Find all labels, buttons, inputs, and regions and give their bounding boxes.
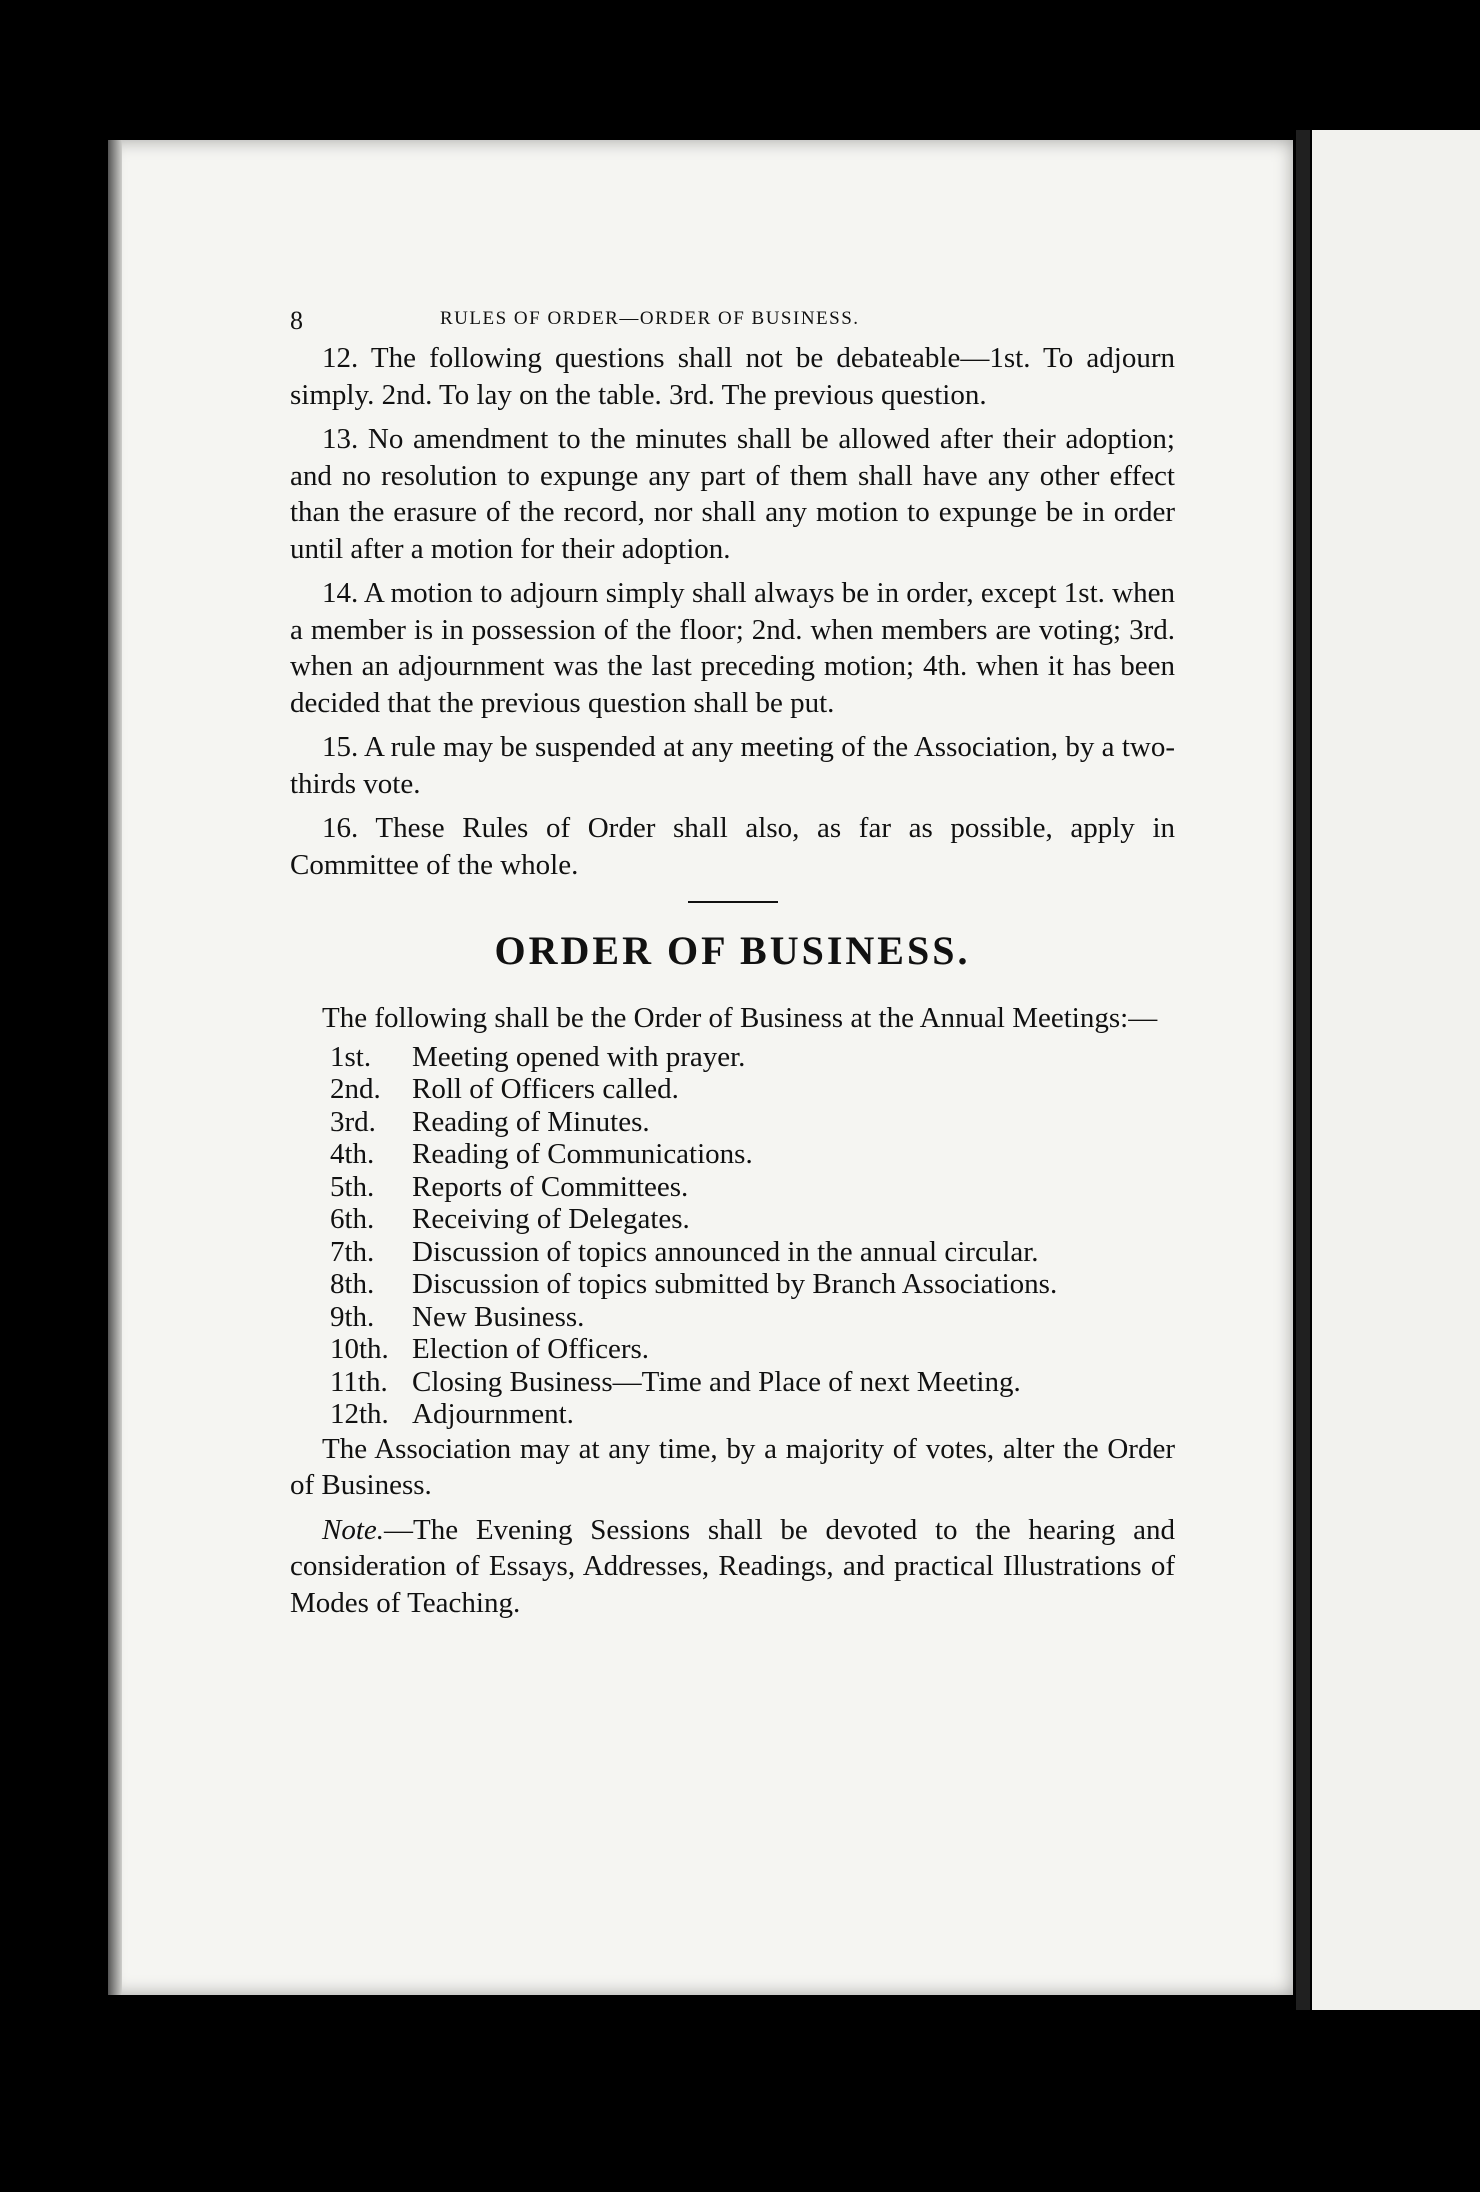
- order-item-number: 12th.: [330, 1398, 389, 1430]
- page-header: [290, 300, 1175, 340]
- book-spine: [1296, 130, 1310, 2010]
- order-item-number: 2nd.: [330, 1073, 381, 1105]
- running-title: RULES OF ORDER—ORDER OF BUSINESS.: [440, 308, 860, 329]
- order-item: [290, 1138, 1175, 1171]
- order-item: [290, 1171, 1175, 1204]
- note-text: —The Evening Sessions shall be devoted to the hearing and consideration of Essays, Addresses, Readings, and practical Illustrations of Modes of Teaching.: [290, 1513, 1175, 1619]
- section-title: ORDER OF BUSINESS.: [494, 928, 971, 973]
- order-item-number: 10th.: [330, 1333, 389, 1365]
- order-item-text: Adjournment.: [412, 1398, 574, 1430]
- order-item-text: Discussion of topics submitted by Branch Associations.: [412, 1268, 1058, 1300]
- order-item-text: Discussion of topics announced in the annual circular.: [412, 1235, 1039, 1268]
- order-item-text: Reading of Communications.: [412, 1138, 753, 1170]
- rule-16: 16. These Rules of Order shall also, as far as possible, apply in Committee of the whole.: [290, 812, 1175, 881]
- order-item-number: 11th.: [330, 1365, 388, 1398]
- rule-14: 14. A motion to adjourn simply shall always be in order, except 1st. when a member is in possession of the floor; 2nd. when members are voting; 3rd. when an adjournment was the last preceding motion; 4th. when it has been decided that the previous question shall be put.: [290, 577, 1175, 719]
- order-closing: The Association may at any time, by a majority of votes, alter the Order of Business.: [290, 1432, 1175, 1501]
- rule-12: 12. The following questions shall not be debateable—1st. To adjourn simply. 2nd. To lay on the table. 3rd. The previous question.: [290, 342, 1175, 411]
- order-item: [290, 1333, 1175, 1366]
- order-item: [290, 1366, 1175, 1399]
- order-item: [290, 1073, 1175, 1106]
- order-item-number: 5th.: [330, 1170, 375, 1203]
- order-item-number: 1st.: [330, 1040, 372, 1073]
- page-content: [290, 300, 1175, 1621]
- order-list: [290, 1041, 1175, 1431]
- order-item-number: 9th.: [330, 1300, 375, 1333]
- order-item: [290, 1268, 1175, 1301]
- rule-15: 15. A rule may be suspended at any meeting of the Association, by a two-thirds vote.: [290, 731, 1175, 800]
- order-item-text: Reports of Committees.: [412, 1170, 689, 1203]
- order-item-text: Meeting opened with prayer.: [412, 1040, 746, 1073]
- order-item-number: 3rd.: [330, 1105, 376, 1138]
- order-item: [290, 1398, 1175, 1431]
- order-item-number: 7th.: [330, 1235, 375, 1268]
- rule-13: 13. No amendment to the minutes shall be allowed after their adoption; and no resolution to expunge any part of them shall have any other effect than the erasure of the record, nor shall any motion to expunge be in order until after a motion for their adoption.: [290, 423, 1175, 565]
- order-item: [290, 1301, 1175, 1334]
- order-item: [290, 1236, 1175, 1269]
- order-item-text: New Business.: [412, 1300, 585, 1333]
- order-item-text: Closing Business—Time and Place of next Meeting.: [412, 1365, 1021, 1398]
- order-item: [290, 1106, 1175, 1139]
- order-item: [290, 1041, 1175, 1074]
- order-item-text: Election of Officers.: [412, 1333, 650, 1365]
- order-item-text: Roll of Officers called.: [412, 1073, 679, 1105]
- order-item-number: 8th.: [330, 1268, 375, 1300]
- order-item-number: 4th.: [330, 1138, 375, 1170]
- order-item-text: Reading of Minutes.: [412, 1105, 650, 1138]
- order-item: [290, 1203, 1175, 1236]
- order-item-number: 6th.: [330, 1203, 375, 1235]
- section-divider: [688, 901, 778, 903]
- note-paragraph: [290, 1512, 1175, 1622]
- note-label: Note.: [322, 1513, 385, 1546]
- page-number: 8: [290, 306, 304, 335]
- page-edge-shadow: [108, 140, 122, 1995]
- order-item-text: Receiving of Delegates.: [412, 1203, 690, 1235]
- order-intro: The following shall be the Order of Business at the Annual Meetings:—: [322, 1002, 1158, 1034]
- facing-page-edge: [1312, 130, 1480, 2010]
